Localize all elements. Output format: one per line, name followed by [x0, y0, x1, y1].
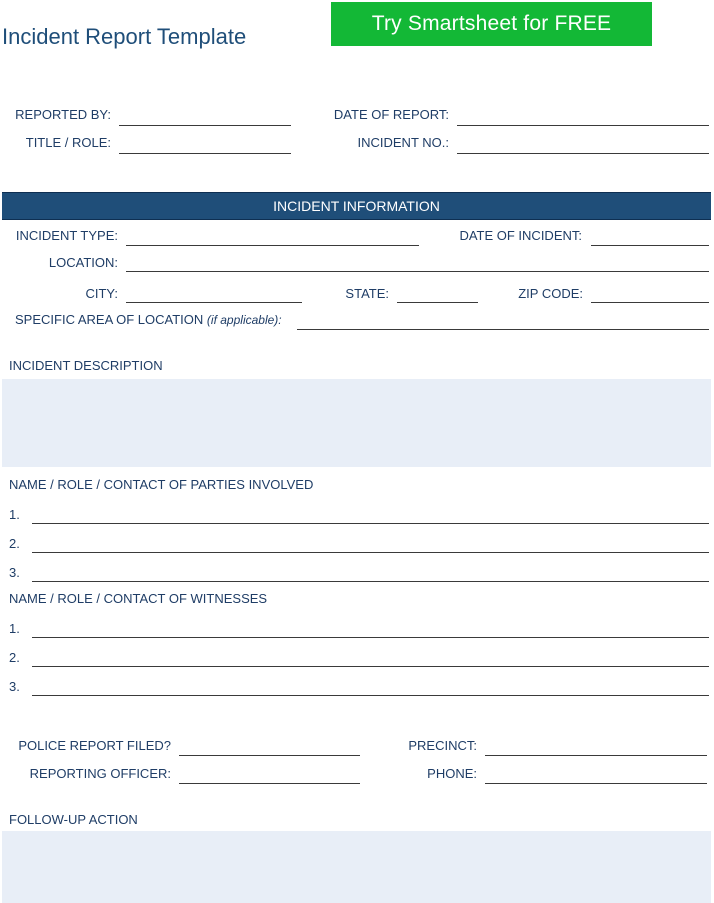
- witness-row-field[interactable]: [32, 648, 709, 667]
- title-role-field[interactable]: [119, 135, 291, 154]
- page-title: Incident Report Template: [2, 24, 247, 49]
- zip-code-field[interactable]: [591, 284, 709, 303]
- location-label: LOCATION:: [48, 255, 118, 270]
- precinct-field[interactable]: [485, 737, 707, 756]
- reporting-officer-field[interactable]: [179, 765, 360, 784]
- police-report-filed-field[interactable]: [179, 737, 360, 756]
- date-of-report-label: DATE OF REPORT:: [333, 107, 449, 122]
- state-label: STATE:: [345, 286, 389, 301]
- specific-area-field[interactable]: [297, 311, 709, 330]
- incident-type-field[interactable]: [126, 227, 419, 246]
- specific-area-label: [15, 312, 282, 327]
- witnesses-heading: NAME / ROLE / CONTACT OF WITNESSES: [9, 591, 268, 606]
- party-row-number: 3.: [9, 565, 20, 580]
- incident-type-label: INCIDENT TYPE:: [15, 228, 118, 243]
- party-row-number: 2.: [9, 536, 20, 551]
- parties-involved-heading: NAME / ROLE / CONTACT OF PARTIES INVOLVED: [9, 477, 314, 492]
- location-field[interactable]: [126, 253, 709, 272]
- incident-no-label: INCIDENT NO.:: [357, 135, 449, 150]
- reporting-officer-label: REPORTING OFFICER:: [29, 766, 171, 781]
- incident-no-field[interactable]: [457, 135, 709, 154]
- date-of-incident-field[interactable]: [591, 227, 709, 246]
- city-field[interactable]: [126, 284, 302, 303]
- party-row-field[interactable]: [32, 534, 709, 553]
- phone-label: PHONE:: [427, 766, 477, 781]
- witness-row-field[interactable]: [32, 677, 709, 696]
- witness-row-field[interactable]: [32, 619, 709, 638]
- phone-field[interactable]: [485, 765, 707, 784]
- witness-row-number: 1.: [9, 621, 20, 636]
- incident-description-heading: INCIDENT DESCRIPTION: [9, 358, 163, 373]
- title-role-label: TITLE / ROLE:: [25, 135, 111, 150]
- reported-by-field[interactable]: [119, 107, 291, 126]
- party-row-field[interactable]: [32, 563, 709, 582]
- party-row-field[interactable]: [32, 505, 709, 524]
- specific-area-text: SPECIFIC AREA OF LOCATION: [15, 312, 204, 327]
- follow-up-action-box[interactable]: [2, 831, 711, 903]
- police-report-filed-label: POLICE REPORT FILED?: [18, 738, 171, 753]
- reported-by-label: REPORTED BY:: [15, 107, 111, 122]
- date-of-report-field[interactable]: [457, 107, 709, 126]
- try-smartsheet-button[interactable]: Try Smartsheet for FREE: [331, 2, 652, 46]
- zip-code-label: ZIP CODE:: [518, 286, 583, 301]
- incident-information-header: INCIDENT INFORMATION: [2, 192, 711, 220]
- witness-row-number: 2.: [9, 650, 20, 665]
- witness-row-number: 3.: [9, 679, 20, 694]
- city-label: CITY:: [85, 286, 118, 301]
- specific-area-note: (if applicable):: [206, 313, 282, 327]
- precinct-label: PRECINCT:: [408, 738, 477, 753]
- follow-up-heading: FOLLOW-UP ACTION: [9, 812, 138, 827]
- date-of-incident-label: DATE OF INCIDENT:: [459, 228, 582, 243]
- incident-description-box[interactable]: [2, 379, 711, 467]
- party-row-number: 1.: [9, 507, 20, 522]
- state-field[interactable]: [397, 284, 478, 303]
